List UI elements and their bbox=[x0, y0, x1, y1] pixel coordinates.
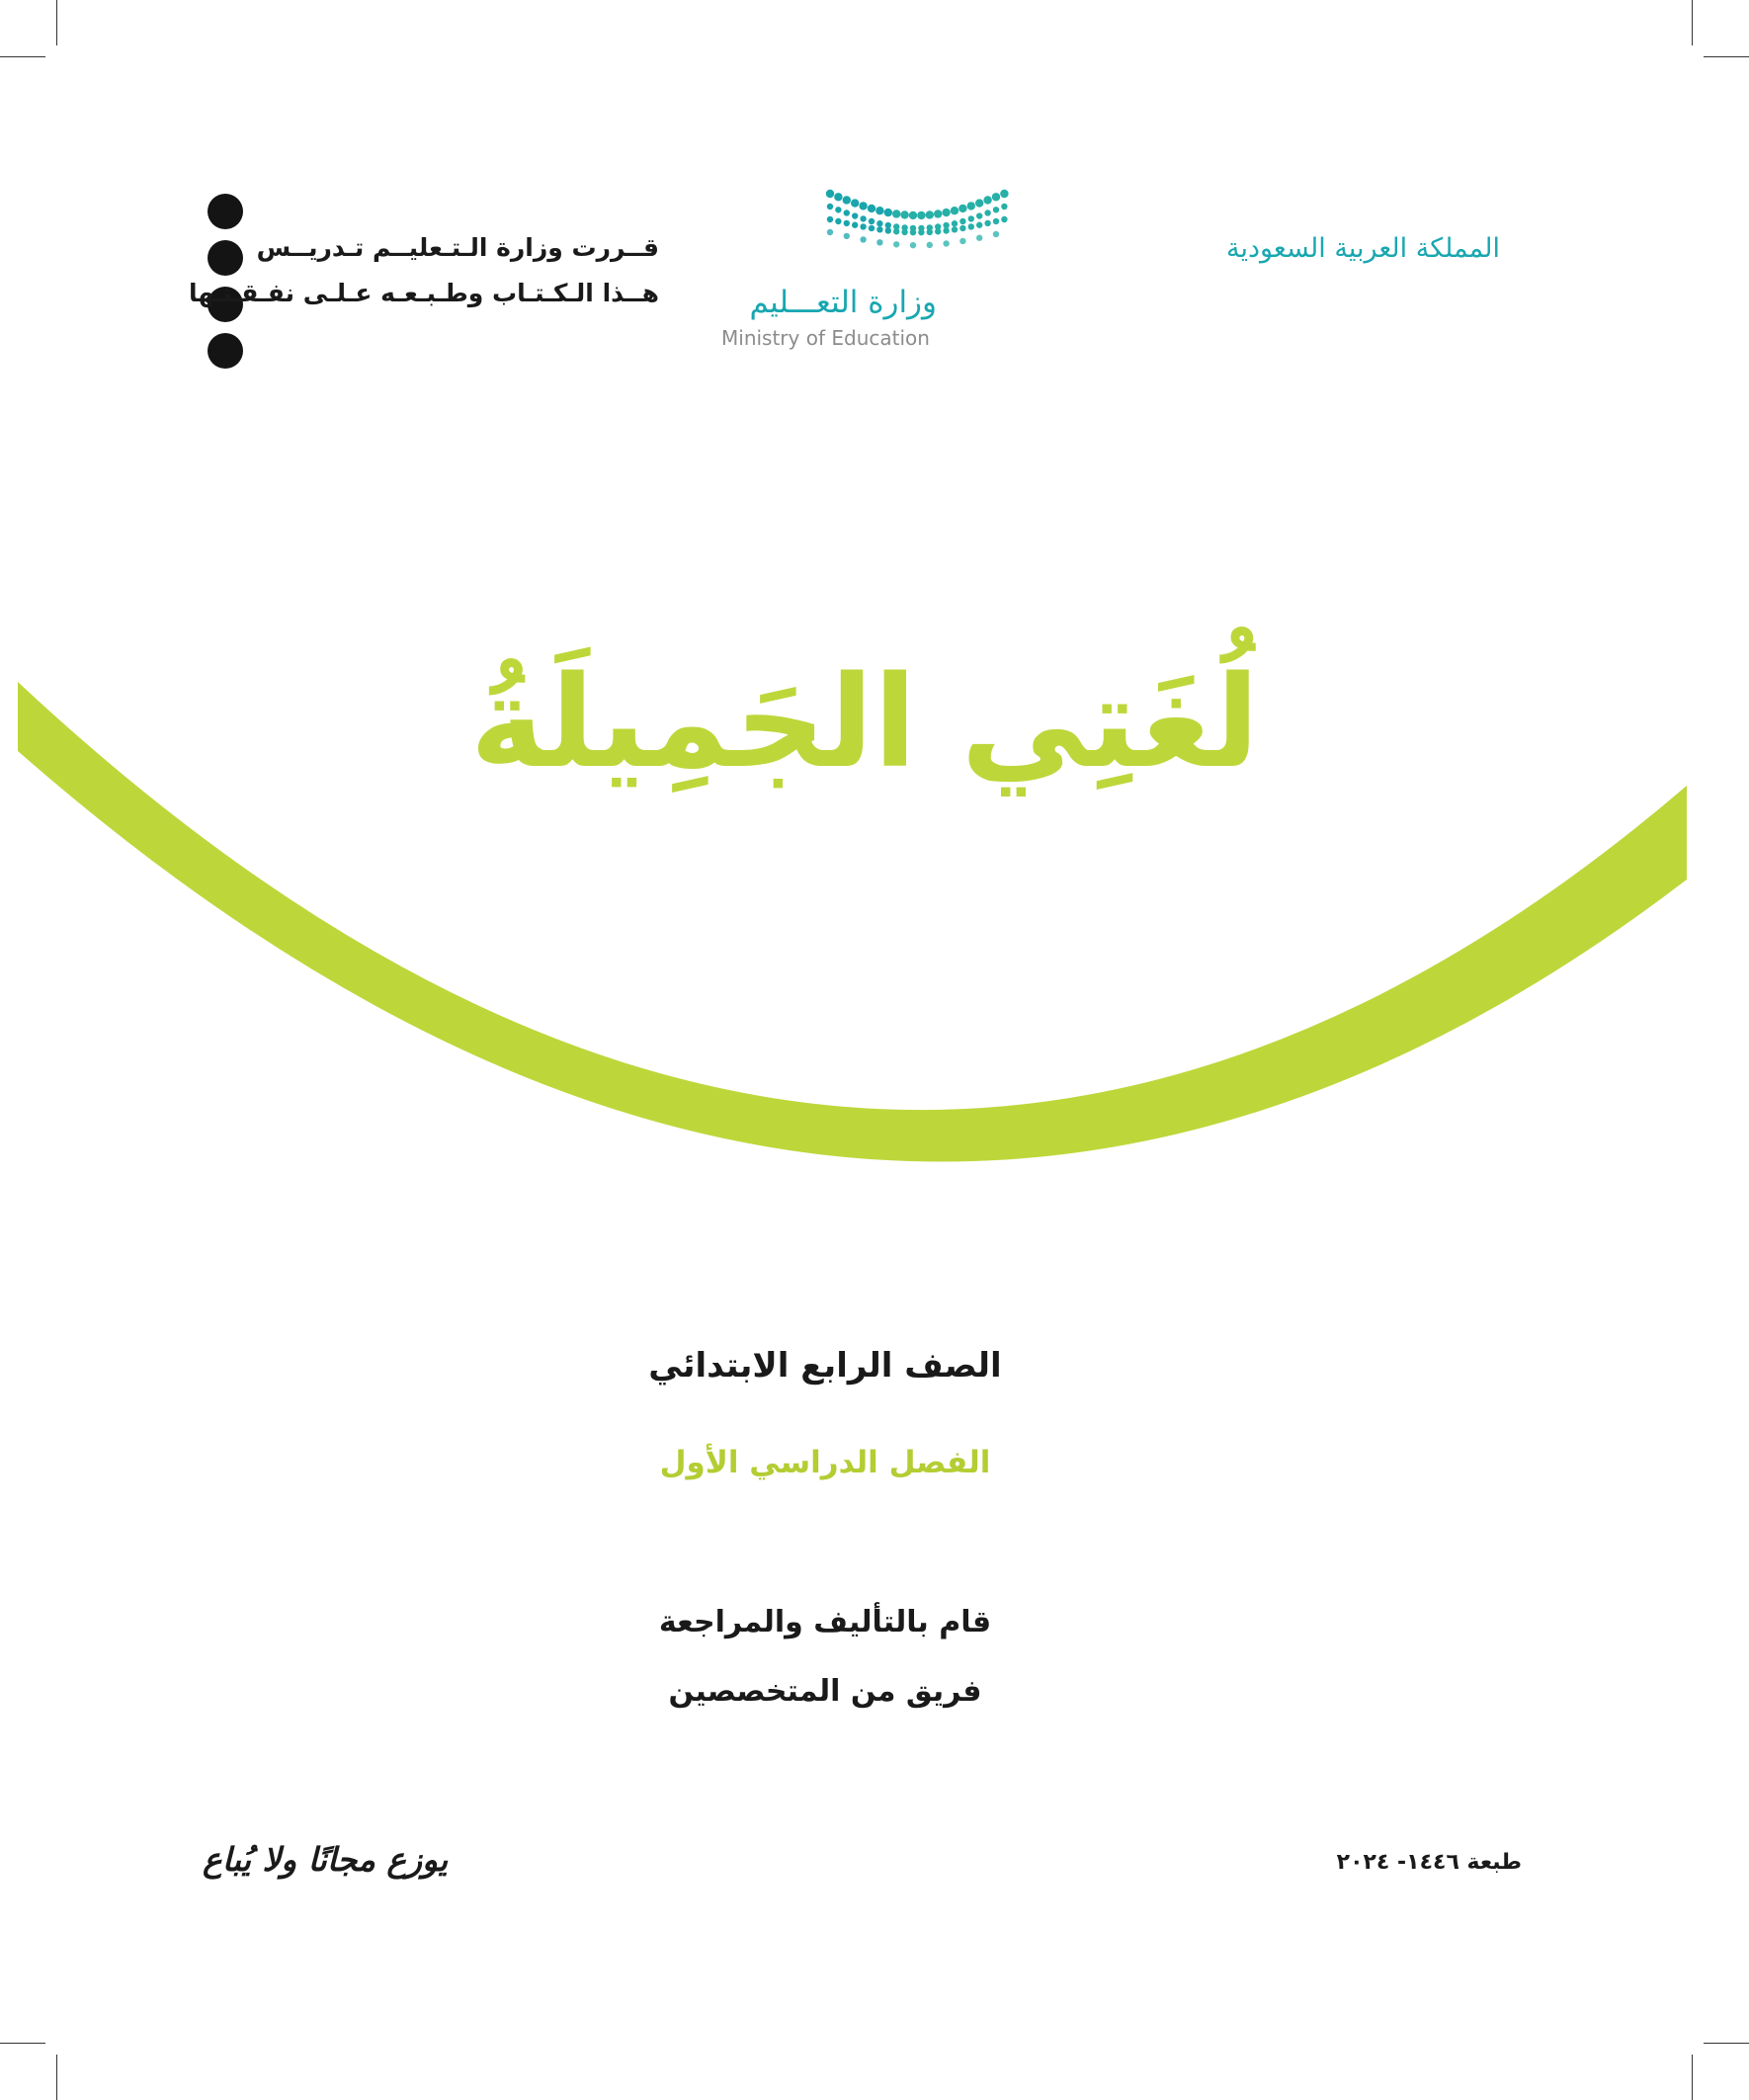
ministry-name-en: Ministry of Education bbox=[721, 326, 930, 350]
edition-label: طبعة ١٤٤٦- ٢٠٢٤ bbox=[1336, 1850, 1522, 1875]
distribution-note: يوزع مجانًا ولا يُباع bbox=[203, 1840, 449, 1879]
authors-line: قام بالتأليف والمراجعة bbox=[658, 1605, 992, 1639]
grade-label: الصف الرابع الابتدائي bbox=[648, 1346, 1002, 1386]
decree-line-1: قــررت وزارة الـتـعليــم تـدريــس bbox=[256, 233, 659, 262]
kingdom-name: المملكة العربية السعودية bbox=[1225, 233, 1500, 264]
team-line: فريق من المتخصصين bbox=[668, 1674, 982, 1709]
semester-label: الفصل الدراسي الأول bbox=[659, 1445, 991, 1480]
book-title: لُغَتِي الجَمِيلَةُ bbox=[469, 649, 1260, 797]
ministry-name-ar: وزارة التعـــليم bbox=[749, 285, 937, 320]
decree-line-2: هــذا الـكـتـاب وطـبـعـه عـلـى نفـقـتـها bbox=[188, 279, 659, 307]
